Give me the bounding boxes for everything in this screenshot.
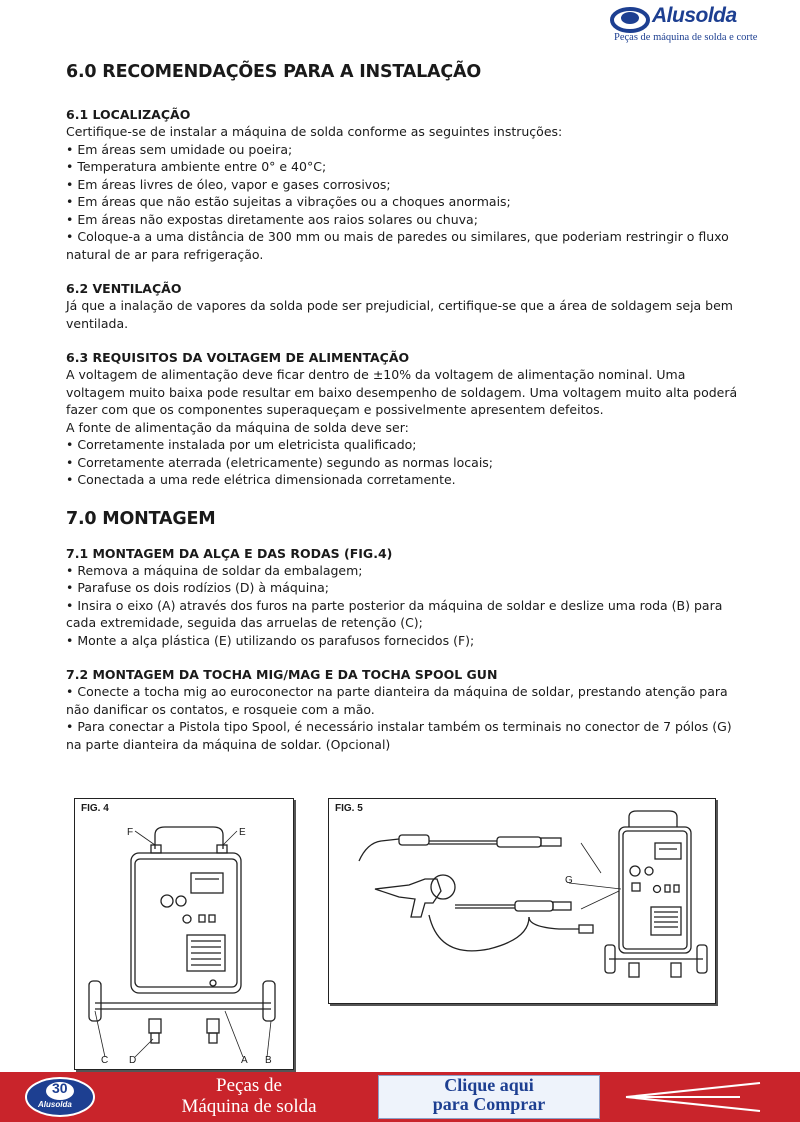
alusolda-logo-icon — [610, 6, 656, 34]
brand-tagline: Peças de máquina de solda e corte — [614, 32, 758, 43]
figure-5-label: FIG. 5 — [335, 803, 363, 814]
callout-e: E — [239, 827, 246, 838]
figure-4-label: FIG. 4 — [81, 803, 109, 814]
list-item: • Corretamente aterrada (eletricamente) segundo as normas locais; — [66, 454, 742, 472]
list-item: • Em áreas livres de óleo, vapor e gases corrosivos; — [66, 176, 742, 194]
list-item: • Em áreas que não estão sujeitas a vibrações ou a choques anormais; — [66, 193, 742, 211]
list-item: • Monte a alça plástica (E) utilizando os parafusos fornecidos (F); — [66, 632, 742, 650]
section-6-1-list — [66, 141, 742, 264]
callout-a: A — [241, 1055, 248, 1066]
section-6-3-title: 6.3 REQUISITOS DA VOLTAGEM DE ALIMENTAÇÃO — [66, 350, 410, 365]
list-item: • Temperatura ambiente entre 0° e 40°C; — [66, 158, 742, 176]
list-item: • Conectada a uma rede elétrica dimensionada corretamente. — [66, 471, 742, 489]
list-item: • Corretamente instalada por um eletricista qualificado; — [66, 436, 742, 454]
list-item: • Insira o eixo (A) através dos furos na parte posterior da máquina de soldar e deslize uma roda (B) para cada extremidade, seguida das arruelas de retenção (C); — [66, 597, 742, 632]
figure-5 — [328, 798, 716, 1004]
buy-button[interactable] — [378, 1075, 600, 1119]
section-7-1-list — [66, 562, 742, 650]
section-6-title: 6.0 RECOMENDAÇÕES PARA A INSTALAÇÃO — [66, 62, 482, 82]
banner-headline — [134, 1075, 364, 1117]
section-7-title: 7.0 MONTAGEM — [66, 508, 216, 529]
list-item: • Em áreas sem umidade ou poeira; — [66, 141, 742, 159]
document-body — [66, 62, 742, 753]
section-6-1-title: 6.1 LOCALIZAÇÃO — [66, 107, 191, 122]
section-6-2-text: Já que a inalação de vapores da solda pode ser prejudicial, certifique-se que a área de soldagem seja bem ventilada. — [66, 298, 733, 331]
list-item: • Remova a máquina de soldar da embalagem; — [66, 562, 742, 580]
arrow-left-icon[interactable] — [620, 1077, 770, 1117]
welding-machine-wheels-illustration — [75, 799, 293, 1069]
section-7-2-list — [66, 683, 742, 753]
section-6-3-text: A voltagem de alimentação deve ficar dentro de ±10% da voltagem de alimentação nominal. Uma voltagem muito baixa pode resultar em baixo desempenho de soldagem. Uma voltagem muito alta poderá fazer com que os componentes superaqueçam e possivelmente apresentem defeitos. — [66, 367, 738, 417]
list-item: • Parafuse os dois rodízios (D) à máquina; — [66, 579, 742, 597]
section-6-3-intro: A fonte de alimentação da máquina de solda deve ser: — [66, 419, 409, 435]
badge-brand: Alusolda — [38, 1100, 72, 1109]
buy-button-line-1: Clique aqui — [444, 1075, 534, 1095]
banner-line-1: Peças de — [216, 1075, 282, 1096]
section-7-2-title: 7.2 MONTAGEM DA TOCHA MIG/MAG E DA TOCHA SPOOL GUN — [66, 667, 498, 682]
brand-logo[interactable] — [606, 4, 796, 48]
list-item: • Coloque-a a uma distância de 300 mm ou mais de paredes ou similares, que poderiam restringir o fluxo natural de ar para refrigeração. — [66, 228, 742, 263]
promo-banner[interactable] — [0, 1072, 800, 1122]
figure-4 — [74, 798, 294, 1070]
list-item: • Conecte a tocha mig ao euroconector na parte dianteira da máquina de soldar, prestando atenção para não danificar os contatos, e rosqueie com a mão. — [66, 683, 742, 718]
torch-connection-illustration — [329, 799, 715, 1003]
list-item: • Em áreas não expostas diretamente aos raios solares ou chuva; — [66, 211, 742, 229]
list-item: • Para conectar a Pistola tipo Spool, é necessário instalar também os terminais no conector de 7 pólos (G) na parte dianteira da máquina de soldar. (Opcional) — [66, 718, 742, 753]
callout-f: F — [127, 827, 134, 838]
callout-d: D — [129, 1055, 137, 1066]
buy-button-line-2: para Comprar — [432, 1094, 546, 1114]
section-7-1-title: 7.1 MONTAGEM DA ALÇA E DAS RODAS (FIG.4) — [66, 545, 393, 561]
section-6-2-title: 6.2 VENTILAÇÃO — [66, 281, 182, 296]
section-6-1-intro: Certifique-se de instalar a máquina de solda conforme as seguintes instruções: — [66, 124, 563, 139]
brand-name: Alusolda — [652, 4, 737, 27]
badge-number: 30 — [52, 1080, 68, 1096]
callout-c: C — [101, 1055, 109, 1066]
section-6-3-list — [66, 436, 742, 489]
banner-line-2: Máquina de solda — [181, 1096, 317, 1117]
callout-b: B — [265, 1055, 272, 1066]
callout-g: G — [565, 875, 573, 886]
